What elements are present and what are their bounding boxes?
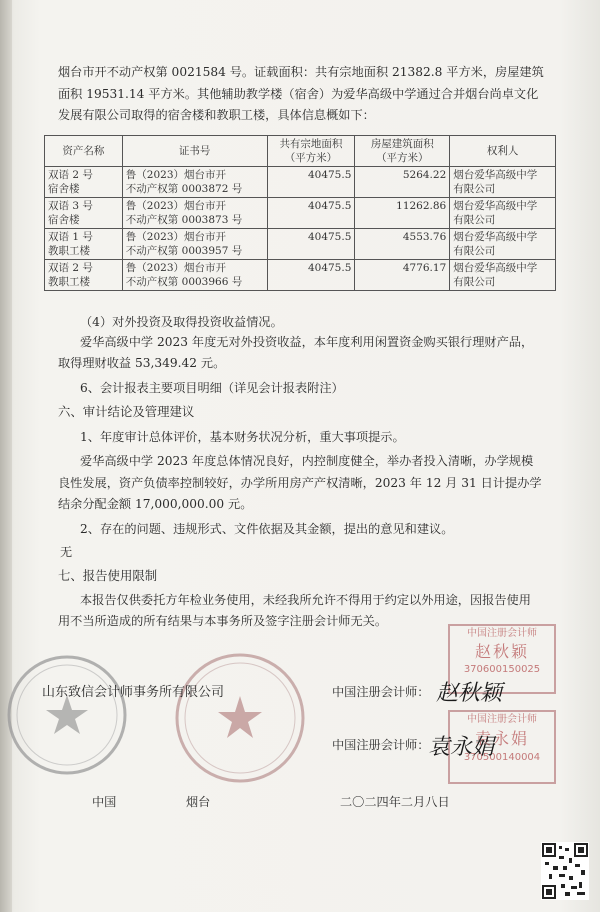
- cell-land-area: 40475.5: [267, 167, 355, 198]
- intro-line-1: 烟台市开不动产权第 0021584 号。证载面积：共有宗地面积 21382.8 平方米，房屋建筑: [58, 65, 544, 79]
- col-header-asset: 资产名称: [45, 136, 123, 167]
- cell-asset-name: 双语 1 号 教职工楼: [45, 229, 123, 260]
- cell-owner: 烟台爱华高级中学 有限公司: [450, 198, 556, 229]
- section-4-line-2: 取得理财收益 53,349.42 元。: [58, 356, 226, 370]
- table-row: [45, 198, 556, 229]
- cell-asset-name: 双语 2 号 教职工楼: [45, 260, 123, 291]
- section-4-title: （4）对外投资及取得投资收益情况。: [80, 315, 283, 329]
- section-7-line-2: 用不当所造成的所有结果与本事务所及签字注册会计师无关。: [58, 614, 388, 628]
- cpa-seal-2-title: 中国注册会计师: [467, 714, 537, 725]
- firm-round-seal-2: [170, 648, 310, 788]
- section-six-heading: 六、审计结论及管理建议: [58, 404, 195, 419]
- cell-land-area: 40475.5: [267, 198, 355, 229]
- table-row: [45, 229, 556, 260]
- section-7-line-1: 本报告仅供委托方年检业务使用，未经我所允许不得用于约定以外用途，因报告使用: [80, 593, 531, 607]
- cell-owner: 烟台爱华高级中学 有限公司: [450, 229, 556, 260]
- col-header-building: 房屋建筑面积 （平方米）: [355, 136, 450, 167]
- cell-building-area: 4776.17: [355, 260, 450, 291]
- cpa-seal-1-name: 赵秋颖: [474, 642, 529, 661]
- cpa-seal-1-number: 370600150025: [463, 664, 541, 675]
- cell-asset-name: 双语 3 号 宿舍楼: [45, 198, 123, 229]
- cell-cert: 鲁（2023）烟台市开 不动产权第 0003872 号: [122, 167, 267, 198]
- table-row: [45, 167, 556, 198]
- cpa-seal-2-number: 370500140004: [463, 752, 541, 763]
- binding-edge: [0, 0, 12, 912]
- cpa-seal-2-name: 袁永娟: [474, 729, 529, 748]
- signature-2: 袁永娟: [428, 735, 495, 760]
- place-city: 烟台: [186, 795, 211, 809]
- cpa-label-1: 中国注册会计师：: [332, 685, 430, 699]
- cell-building-area: 5264.22: [355, 167, 450, 198]
- cell-cert: 鲁（2023）烟台市开 不动产权第 0003873 号: [122, 198, 267, 229]
- table-row: [45, 260, 556, 291]
- asset-table: [44, 135, 556, 291]
- section-4-line-1: 爱华高级中学 2023 年度无对外投资收益，本年度利用闲置资金购买银行理财产品，: [80, 335, 534, 349]
- section-seven-heading: 七、报告使用限制: [58, 568, 158, 583]
- cell-building-area: 4553.76: [355, 229, 450, 260]
- item-1-line-3: 结余分配金额 17,000,000.00 元。: [58, 497, 253, 511]
- item-1-line-1: 爱华高级中学 2023 年度总体情况良好，内控制度健全，举办者投入清晰，办学规模: [80, 454, 534, 468]
- none-text: 无: [60, 545, 73, 559]
- col-header-land: 共有宗地面积 （平方米）: [267, 136, 355, 167]
- cell-asset-name: 双语 2 号 宿舍楼: [45, 167, 123, 198]
- table-header-row: [45, 136, 556, 167]
- cell-land-area: 40475.5: [267, 260, 355, 291]
- qr-code: [541, 842, 589, 900]
- cell-cert: 鲁（2023）烟台市开 不动产权第 0003957 号: [122, 229, 267, 260]
- item-2-title: 2、存在的问题、违规形式、文件依据及其金额，提出的意见和建议。: [80, 522, 454, 536]
- cell-land-area: 40475.5: [267, 229, 355, 260]
- signature-1: 赵秋颖: [436, 681, 503, 706]
- firm-round-seal-1: [2, 650, 132, 780]
- cpa-seal-1-title: 中国注册会计师: [467, 628, 537, 639]
- firm-name: 山东致信会计师事务所有限公司: [42, 685, 225, 700]
- item-1-line-2: 良性发展，资产负债率控制较好，办学所用房产产权清晰，2023 年 12 月 31 日计提办学: [58, 476, 542, 490]
- item-1-title: 1、年度审计总体评价，基本财务状况分析，重大事项提示。: [80, 430, 405, 444]
- cell-cert: 鲁（2023）烟台市开 不动产权第 0003966 号: [122, 260, 267, 291]
- section-6-item: 6、会计报表主要项目明细（详见会计报表附注）: [80, 381, 344, 395]
- cell-building-area: 11262.86: [355, 198, 450, 229]
- cell-owner: 烟台爱华高级中学 有限公司: [450, 167, 556, 198]
- place-country: 中国: [92, 795, 117, 809]
- col-header-cert: 证书号: [122, 136, 267, 167]
- col-header-owner: 权利人: [450, 136, 556, 167]
- cpa-label-2: 中国注册会计师：: [332, 738, 430, 752]
- intro-line-3: 发展有限公司取得的宿舍楼和教职工楼，具体信息概如下：: [58, 108, 375, 122]
- report-date: 二〇二四年二月八日: [340, 795, 450, 809]
- cell-owner: 烟台爱华高级中学 有限公司: [450, 260, 556, 291]
- intro-line-2: 面积 19531.14 平方米。其他辅助教学楼（宿舍）为爱华高级中学通过合并烟台尚卓文化: [58, 87, 539, 101]
